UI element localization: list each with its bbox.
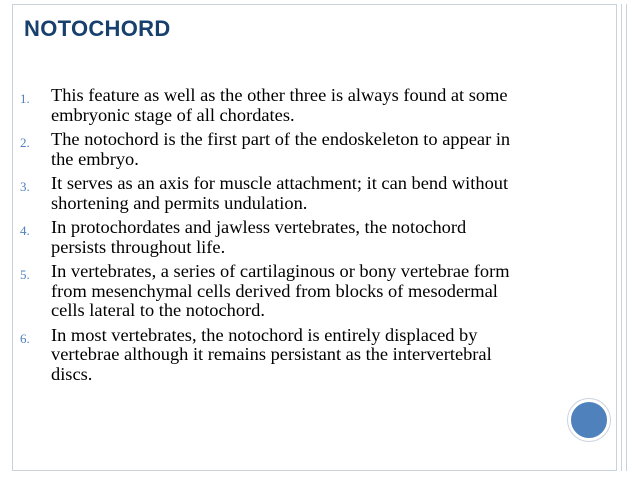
list-item bbox=[20, 262, 590, 321]
list-item-number: 5. bbox=[20, 267, 30, 282]
list-item bbox=[20, 326, 590, 385]
right-vertical-rule-outer bbox=[626, 4, 627, 471]
list-item-text: In most vertebrates, the notochord is entirely displaced by vertebrae although it remains persistant as the intervertebral discs. bbox=[51, 324, 492, 384]
list-item-number: 4. bbox=[20, 223, 30, 238]
list-item bbox=[20, 174, 590, 213]
list-item-number: 3. bbox=[20, 179, 30, 194]
list-item-number: 6. bbox=[20, 330, 30, 346]
slide-title: NOTOCHORD bbox=[24, 16, 171, 41]
right-vertical-rule bbox=[621, 4, 622, 471]
numbered-list bbox=[20, 86, 590, 389]
list-item-text: The notochord is the first part of the endoskeleton to appear in the embryo. bbox=[51, 129, 511, 169]
list-item bbox=[20, 130, 590, 169]
list-item-text: It serves as an axis for muscle attachment; it can bend without shortening and permits undulation. bbox=[51, 173, 509, 213]
decorative-circle-icon bbox=[568, 399, 610, 441]
list-item-number: 1. bbox=[20, 91, 30, 106]
list-item-number: 2. bbox=[20, 135, 30, 150]
list-item-text: In vertebrates, a series of cartilaginous or bony vertebrae form from mesenchymal cells derived from blocks of mesodermal cells lateral to the notochord. bbox=[51, 261, 510, 320]
list-item bbox=[20, 218, 590, 257]
list-item-text: In protochordates and jawless vertebrates, the notochord persists throughout life. bbox=[51, 217, 467, 257]
list-item bbox=[20, 86, 590, 125]
list-item-text: This feature as well as the other three is always found at some embryonic stage of all chordates. bbox=[51, 85, 508, 125]
